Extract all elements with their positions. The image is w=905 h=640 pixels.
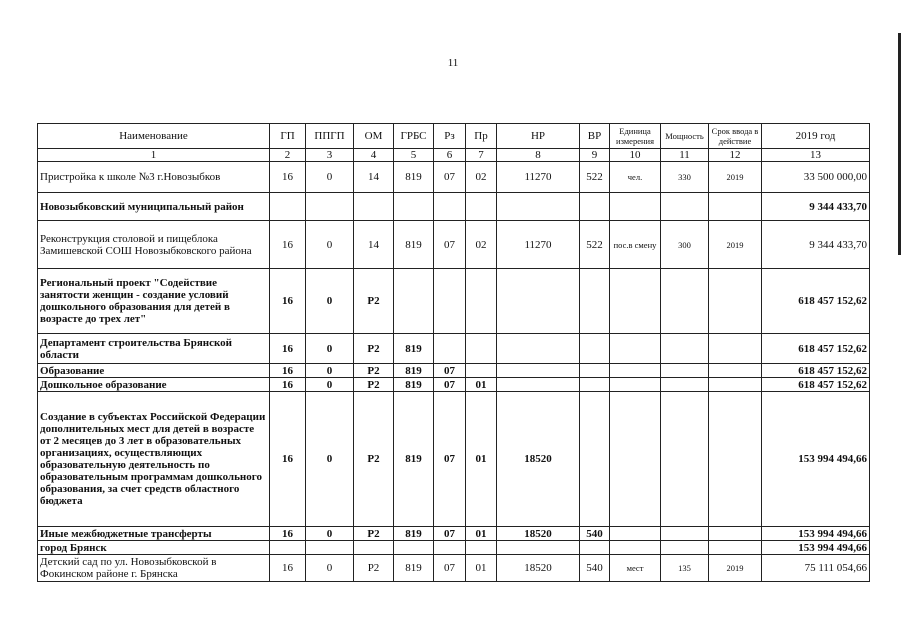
vr-cell: 522 bbox=[580, 162, 610, 193]
om-cell: Р2 bbox=[354, 555, 394, 582]
ppgp-cell: 0 bbox=[306, 364, 354, 378]
pr-cell bbox=[466, 334, 497, 364]
row-name: Создание в субъектах Российской Федерации дополнительных мест для детей в возрасте от 2 месяцев до 3 лет в образовательных организациях, осуществляющих образовательную деятельность по образовательным программам дошкольного образования, за счет средств областного бюджета bbox=[38, 392, 270, 527]
power-cell: 135 bbox=[661, 555, 709, 582]
ppgp-cell: 0 bbox=[306, 555, 354, 582]
header-cell: Мощность bbox=[661, 124, 709, 149]
row-name: город Брянск bbox=[38, 541, 270, 555]
ppgp-cell bbox=[306, 193, 354, 221]
page-number: 11 bbox=[447, 57, 459, 69]
amount-cell: 618 457 152,62 bbox=[762, 378, 870, 392]
ppgp-cell: 0 bbox=[306, 378, 354, 392]
power-cell bbox=[661, 392, 709, 527]
nr-cell bbox=[497, 541, 580, 555]
unit-cell bbox=[610, 527, 661, 541]
nr-cell: 18520 bbox=[497, 392, 580, 527]
rz-cell bbox=[434, 193, 466, 221]
gp-cell: 16 bbox=[270, 221, 306, 269]
grbs-cell: 819 bbox=[394, 221, 434, 269]
unit-cell: чел. bbox=[610, 162, 661, 193]
grbs-cell: 819 bbox=[394, 527, 434, 541]
gp-cell bbox=[270, 193, 306, 221]
table-row bbox=[38, 378, 870, 392]
row-name: Региональный проект "Содействие занятости женщин - создание условий дошкольного образования для детей в возрасте до трех лет" bbox=[38, 269, 270, 334]
rz-cell: 07 bbox=[434, 527, 466, 541]
term-cell bbox=[709, 193, 762, 221]
gp-cell: 16 bbox=[270, 378, 306, 392]
unit-cell bbox=[610, 269, 661, 334]
nr-cell bbox=[497, 378, 580, 392]
column-number: 10 bbox=[610, 149, 661, 162]
vr-cell bbox=[580, 392, 610, 527]
term-cell bbox=[709, 334, 762, 364]
ppgp-cell: 0 bbox=[306, 334, 354, 364]
column-number: 7 bbox=[466, 149, 497, 162]
header-cell: Пр bbox=[466, 124, 497, 149]
gp-cell: 16 bbox=[270, 392, 306, 527]
power-cell bbox=[661, 269, 709, 334]
grbs-cell: 819 bbox=[394, 378, 434, 392]
gp-cell: 16 bbox=[270, 334, 306, 364]
unit-cell bbox=[610, 364, 661, 378]
ppgp-cell: 0 bbox=[306, 392, 354, 527]
vr-cell: 540 bbox=[580, 555, 610, 582]
pr-cell bbox=[466, 269, 497, 334]
rz-cell: 07 bbox=[434, 364, 466, 378]
pr-cell: 02 bbox=[466, 221, 497, 269]
table-body bbox=[38, 162, 870, 582]
amount-cell: 618 457 152,62 bbox=[762, 364, 870, 378]
header-cell: ГРБС bbox=[394, 124, 434, 149]
grbs-cell bbox=[394, 269, 434, 334]
budget-table bbox=[37, 123, 870, 582]
rz-cell bbox=[434, 269, 466, 334]
table-row bbox=[38, 193, 870, 221]
header-cell: Единица измерения bbox=[610, 124, 661, 149]
rz-cell bbox=[434, 541, 466, 555]
vr-cell bbox=[580, 334, 610, 364]
header-cell: ВР bbox=[580, 124, 610, 149]
term-cell bbox=[709, 392, 762, 527]
gp-cell: 16 bbox=[270, 364, 306, 378]
header-cell: Рз bbox=[434, 124, 466, 149]
vr-cell bbox=[580, 541, 610, 555]
amount-cell: 75 111 054,66 bbox=[762, 555, 870, 582]
rz-cell: 07 bbox=[434, 555, 466, 582]
column-number: 8 bbox=[497, 149, 580, 162]
column-number: 9 bbox=[580, 149, 610, 162]
term-cell bbox=[709, 269, 762, 334]
grbs-cell: 819 bbox=[394, 392, 434, 527]
pr-cell bbox=[466, 364, 497, 378]
pr-cell: 01 bbox=[466, 555, 497, 582]
unit-cell bbox=[610, 392, 661, 527]
amount-cell: 618 457 152,62 bbox=[762, 334, 870, 364]
power-cell bbox=[661, 193, 709, 221]
rz-cell: 07 bbox=[434, 221, 466, 269]
nr-cell: 18520 bbox=[497, 527, 580, 541]
column-number: 12 bbox=[709, 149, 762, 162]
pr-cell: 01 bbox=[466, 392, 497, 527]
row-name: Образование bbox=[38, 364, 270, 378]
unit-cell: мест bbox=[610, 555, 661, 582]
nr-cell bbox=[497, 364, 580, 378]
pr-cell: 01 bbox=[466, 527, 497, 541]
om-cell bbox=[354, 541, 394, 555]
power-cell: 330 bbox=[661, 162, 709, 193]
term-cell bbox=[709, 527, 762, 541]
header-cell: Наименование bbox=[38, 124, 270, 149]
vr-cell bbox=[580, 269, 610, 334]
grbs-cell: 819 bbox=[394, 334, 434, 364]
gp-cell: 16 bbox=[270, 269, 306, 334]
om-cell: Р2 bbox=[354, 527, 394, 541]
nr-cell: 11270 bbox=[497, 162, 580, 193]
table-row bbox=[38, 162, 870, 193]
om-cell: Р2 bbox=[354, 378, 394, 392]
om-cell: 14 bbox=[354, 221, 394, 269]
row-name: Детский сад по ул. Новозыбковской в Фокинском районе г. Брянска bbox=[38, 555, 270, 582]
pr-cell bbox=[466, 541, 497, 555]
term-cell bbox=[709, 364, 762, 378]
amount-cell: 33 500 000,00 bbox=[762, 162, 870, 193]
column-number: 1 bbox=[38, 149, 270, 162]
term-cell bbox=[709, 378, 762, 392]
column-number: 13 bbox=[762, 149, 870, 162]
om-cell bbox=[354, 193, 394, 221]
term-cell: 2019 bbox=[709, 221, 762, 269]
gp-cell: 16 bbox=[270, 527, 306, 541]
grbs-cell: 819 bbox=[394, 364, 434, 378]
grbs-cell bbox=[394, 193, 434, 221]
unit-cell: пос.в смену bbox=[610, 221, 661, 269]
nr-cell bbox=[497, 334, 580, 364]
vr-cell bbox=[580, 378, 610, 392]
grbs-cell bbox=[394, 541, 434, 555]
amount-cell: 153 994 494,66 bbox=[762, 527, 870, 541]
vr-cell bbox=[580, 364, 610, 378]
column-number: 4 bbox=[354, 149, 394, 162]
rz-cell: 07 bbox=[434, 378, 466, 392]
rz-cell bbox=[434, 334, 466, 364]
amount-cell: 9 344 433,70 bbox=[762, 221, 870, 269]
unit-cell bbox=[610, 334, 661, 364]
nr-cell bbox=[497, 269, 580, 334]
header-cell: НР bbox=[497, 124, 580, 149]
nr-cell: 18520 bbox=[497, 555, 580, 582]
grbs-cell: 819 bbox=[394, 555, 434, 582]
table-header bbox=[38, 124, 870, 162]
unit-cell bbox=[610, 193, 661, 221]
row-name: Новозыбковский муниципальный район bbox=[38, 193, 270, 221]
ppgp-cell: 0 bbox=[306, 269, 354, 334]
ppgp-cell: 0 bbox=[306, 221, 354, 269]
table-row bbox=[38, 221, 870, 269]
gp-cell bbox=[270, 541, 306, 555]
om-cell: Р2 bbox=[354, 334, 394, 364]
table-row bbox=[38, 555, 870, 582]
table-row bbox=[38, 364, 870, 378]
power-cell bbox=[661, 527, 709, 541]
om-cell: 14 bbox=[354, 162, 394, 193]
header-cell: ОМ bbox=[354, 124, 394, 149]
amount-cell: 153 994 494,66 bbox=[762, 392, 870, 527]
unit-cell bbox=[610, 378, 661, 392]
ppgp-cell: 0 bbox=[306, 527, 354, 541]
gp-cell: 16 bbox=[270, 162, 306, 193]
term-cell bbox=[709, 541, 762, 555]
row-name: Дошкольное образование bbox=[38, 378, 270, 392]
header-cell: ГП bbox=[270, 124, 306, 149]
gp-cell: 16 bbox=[270, 555, 306, 582]
pr-cell: 02 bbox=[466, 162, 497, 193]
om-cell: Р2 bbox=[354, 364, 394, 378]
unit-cell bbox=[610, 541, 661, 555]
table-row bbox=[38, 269, 870, 334]
row-name: Пристройка к школе №3 г.Новозыбков bbox=[38, 162, 270, 193]
grbs-cell: 819 bbox=[394, 162, 434, 193]
power-cell bbox=[661, 541, 709, 555]
vr-cell: 540 bbox=[580, 527, 610, 541]
rz-cell: 07 bbox=[434, 392, 466, 527]
power-cell bbox=[661, 378, 709, 392]
amount-cell: 9 344 433,70 bbox=[762, 193, 870, 221]
table-row bbox=[38, 392, 870, 527]
vr-cell bbox=[580, 193, 610, 221]
power-cell: 300 bbox=[661, 221, 709, 269]
vr-cell: 522 bbox=[580, 221, 610, 269]
row-name: Иные межбюджетные трансферты bbox=[38, 527, 270, 541]
nr-cell: 11270 bbox=[497, 221, 580, 269]
pr-cell bbox=[466, 193, 497, 221]
row-name: Реконструкция столовой и пищеблока Замишевской СОШ Новозыбковского района bbox=[38, 221, 270, 269]
om-cell: Р2 bbox=[354, 269, 394, 334]
row-name: Департамент строительства Брянской области bbox=[38, 334, 270, 364]
amount-cell: 153 994 494,66 bbox=[762, 541, 870, 555]
rz-cell: 07 bbox=[434, 162, 466, 193]
pr-cell: 01 bbox=[466, 378, 497, 392]
column-number: 3 bbox=[306, 149, 354, 162]
header-cell: Срок ввода в действие bbox=[709, 124, 762, 149]
table-row bbox=[38, 541, 870, 555]
term-cell: 2019 bbox=[709, 555, 762, 582]
header-cell: 2019 год bbox=[762, 124, 870, 149]
nr-cell bbox=[497, 193, 580, 221]
ppgp-cell: 0 bbox=[306, 162, 354, 193]
column-number: 5 bbox=[394, 149, 434, 162]
table-row bbox=[38, 527, 870, 541]
table-row bbox=[38, 334, 870, 364]
column-number: 6 bbox=[434, 149, 466, 162]
power-cell bbox=[661, 364, 709, 378]
header-cell: ППГП bbox=[306, 124, 354, 149]
column-number: 11 bbox=[661, 149, 709, 162]
column-number: 2 bbox=[270, 149, 306, 162]
amount-cell: 618 457 152,62 bbox=[762, 269, 870, 334]
scan-edge-mark bbox=[898, 33, 901, 255]
term-cell: 2019 bbox=[709, 162, 762, 193]
power-cell bbox=[661, 334, 709, 364]
om-cell: Р2 bbox=[354, 392, 394, 527]
ppgp-cell bbox=[306, 541, 354, 555]
